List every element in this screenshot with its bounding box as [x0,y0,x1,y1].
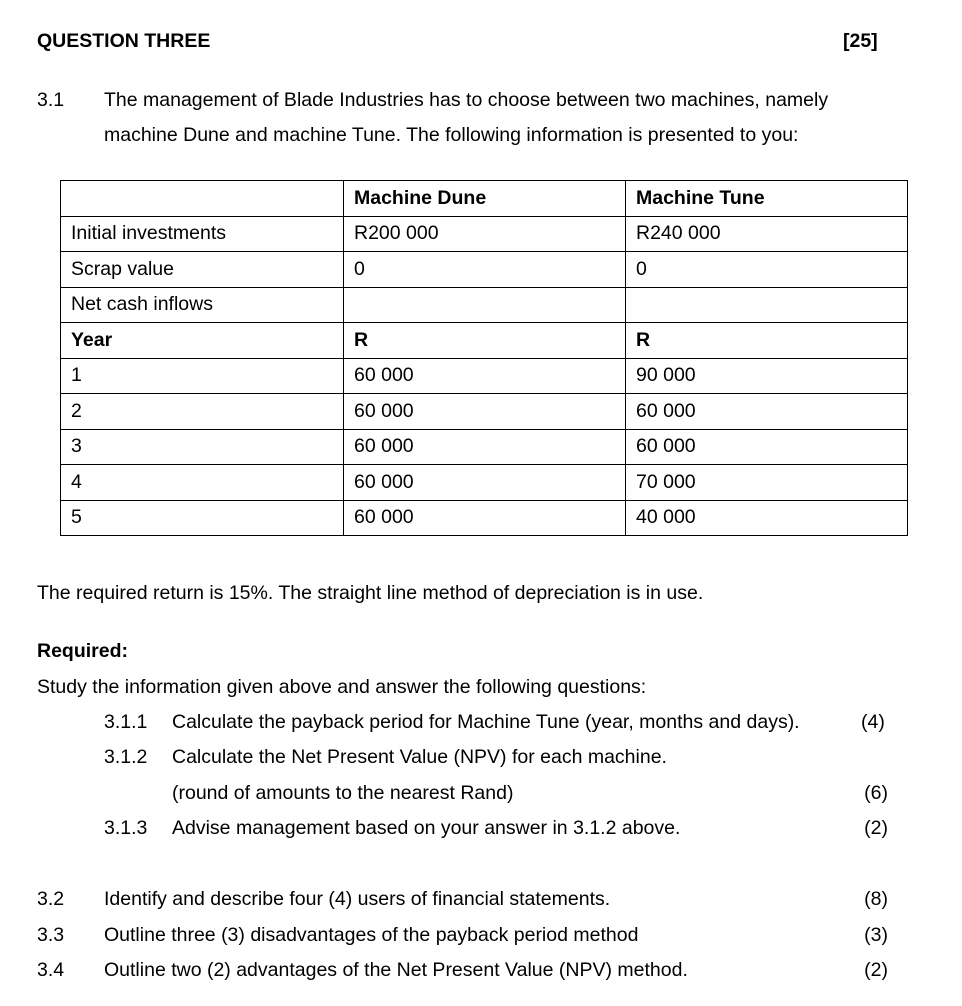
row-label: Net cash inflows [61,287,344,323]
table-row [61,465,908,501]
question-number-3-1: 3.1 [37,89,65,111]
intro-line-2: machine Dune and machine Tune. The following information is presented to you: [104,124,799,146]
row-label: 3 [61,429,344,465]
row-label: Initial investments [61,216,344,252]
table-row [61,429,908,465]
intro-line-1: The management of Blade Industries has to choose between two machines, namely [104,89,829,111]
question-text: Outline three (3) disadvantages of the payback period method [104,924,639,946]
question-number: 3.4 [37,959,65,981]
row-label: 1 [61,358,344,394]
header-cell-empty [61,181,344,217]
required-return-text: The required return is 15%. The straight line method of depreciation is in use. [37,582,704,604]
question-number: 3.2 [37,888,65,910]
question-marks: (3) [864,924,888,946]
table-row [61,394,908,430]
subquestion-text: Advise management based on your answer in 3.1.2 above. [172,817,681,839]
table-row [61,358,908,394]
tune-value: R240 000 [626,216,908,252]
subquestion-number: 3.1.3 [104,817,148,839]
dune-value [344,287,626,323]
subquestion-text: Calculate the Net Present Value (NPV) for each machine. [172,746,667,768]
row-label: 4 [61,465,344,501]
subquestion-marks: (6) [864,782,888,804]
dune-value: 60 000 [344,358,626,394]
subquestion-marks: (2) [864,817,888,839]
question-title: QUESTION THREE [37,30,211,52]
tune-value: 70 000 [626,465,908,501]
required-heading: Required: [37,640,129,662]
tune-value [626,287,908,323]
header-cell-machine-tune: Machine Tune [626,181,908,217]
table-row [61,287,908,323]
table-row [61,500,908,536]
table-row-year-header [61,323,908,359]
dune-value: 60 000 [344,465,626,501]
question-text: Outline two (2) advantages of the Net Present Value (NPV) method. [104,959,688,981]
row-label: Scrap value [61,252,344,288]
table-row [61,252,908,288]
tune-value: 60 000 [626,394,908,430]
required-instruction: Study the information given above and answer the following questions: [37,676,647,698]
row-label: 5 [61,500,344,536]
tune-value: 40 000 [626,500,908,536]
total-marks: [25] [843,30,878,52]
subquestion-text: Calculate the payback period for Machine Tune (year, months and days). [172,711,800,733]
machine-info-table [60,180,908,536]
question-number: 3.3 [37,924,65,946]
dune-value: R200 000 [344,216,626,252]
tune-value: 60 000 [626,429,908,465]
row-label: 2 [61,394,344,430]
subquestion-number: 3.1.2 [104,746,148,768]
tune-value: 90 000 [626,358,908,394]
subquestion-text-continued: (round of amounts to the nearest Rand) [172,782,514,804]
dune-value: 60 000 [344,429,626,465]
question-marks: (2) [864,959,888,981]
table-row [61,216,908,252]
row-label: Year [61,323,344,359]
header-cell-machine-dune: Machine Dune [344,181,626,217]
table-header-row [61,181,908,217]
dune-currency: R [344,323,626,359]
subquestion-marks: (4) [861,711,885,733]
question-text: Identify and describe four (4) users of financial statements. [104,888,611,910]
tune-value: 0 [626,252,908,288]
question-marks: (8) [864,888,888,910]
dune-value: 60 000 [344,500,626,536]
tune-currency: R [626,323,908,359]
dune-value: 0 [344,252,626,288]
subquestion-number: 3.1.1 [104,711,148,733]
dune-value: 60 000 [344,394,626,430]
